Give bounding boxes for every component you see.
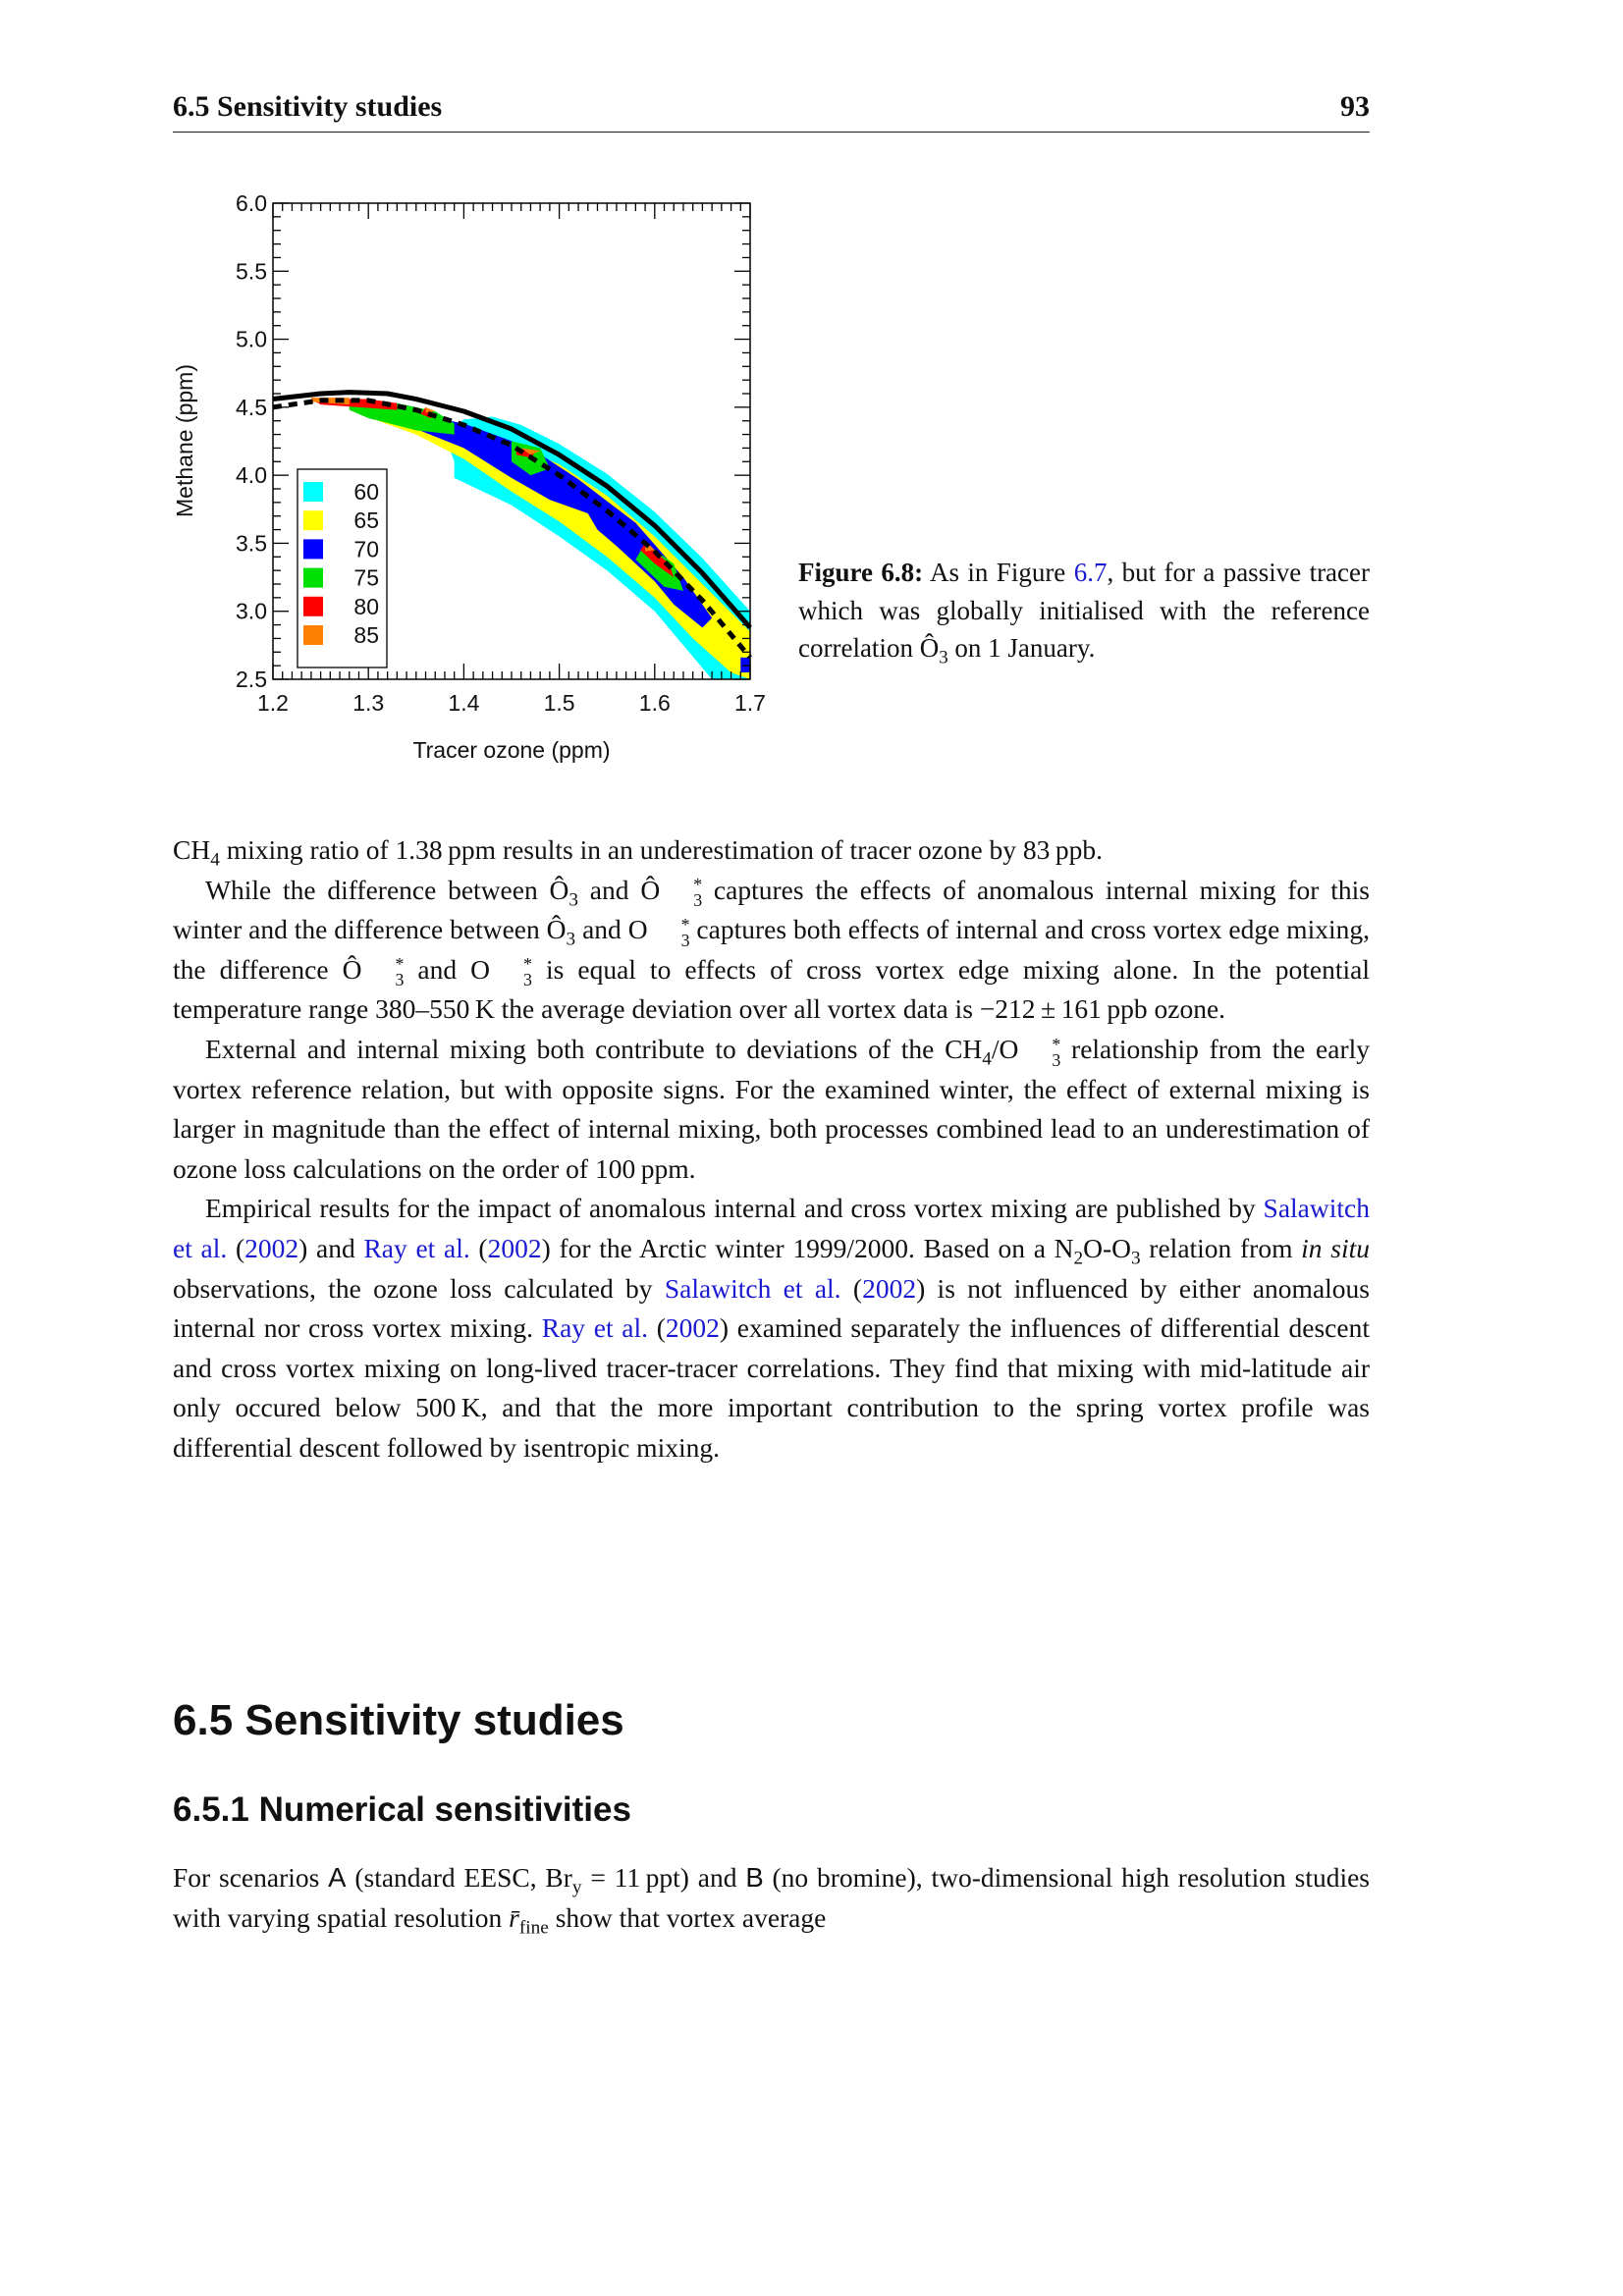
paragraph	[173, 871, 1370, 1030]
region-level-70	[740, 658, 750, 672]
hat-symbol: Ô	[546, 914, 567, 945]
legend-label: 85	[353, 622, 379, 648]
scenario-label: B	[745, 1862, 764, 1893]
citation-link[interactable]: Ray et al.	[363, 1232, 470, 1263]
y-tick-label: 6.0	[236, 190, 267, 216]
legend-label: 75	[353, 564, 379, 591]
text-run: (standard EESC, Br	[346, 1862, 572, 1893]
citation-link[interactable]: Ray et al.	[541, 1312, 649, 1344]
text-run: on 1 January.	[947, 633, 1096, 663]
superscript: *	[395, 954, 405, 975]
citation-link[interactable]: 2002	[244, 1232, 299, 1263]
subsection-heading: 6.5.1 Numerical sensitivities	[173, 1790, 631, 1829]
text-run: is equal to effects of cross vortex edge mixing alone. In the potential temperature range 380–550 K the average deviation over all vortex data is −212 ± 161 ppb ozone.	[173, 953, 1370, 1025]
citation-link[interactable]: 2002	[487, 1232, 542, 1263]
figure-caption	[798, 554, 1370, 667]
text-run: show that vortex average	[548, 1901, 827, 1933]
citation-link[interactable]: 2002	[665, 1312, 720, 1344]
text-run: ) and	[298, 1232, 364, 1263]
figure-6-8-chart	[0, 0, 1623, 785]
text-run: observations, the ozone loss calculated by	[173, 1272, 665, 1304]
hat-symbol: Ô	[342, 953, 362, 985]
section-heading: 6.5 Sensitivity studies	[173, 1696, 624, 1744]
page-number: 93	[1340, 90, 1370, 123]
text-run: /O	[991, 1033, 1019, 1064]
text-run: (	[840, 1272, 863, 1304]
text-run: , but for a passive tracer which was globally initialised with the reference correlation	[798, 558, 1371, 663]
hat-symbol: Ô	[549, 874, 569, 905]
italic-text: in situ	[1301, 1232, 1370, 1263]
superscript: *	[693, 875, 703, 895]
y-tick-label: 3.0	[236, 598, 267, 624]
y-tick-label: 5.5	[236, 258, 267, 285]
text-run: O-O	[1083, 1232, 1131, 1263]
legend-label: 70	[353, 536, 379, 562]
text-run: External and internal mixing both contribute to deviations of the CH	[205, 1033, 983, 1064]
subscript: 2	[1073, 1248, 1084, 1269]
subscript: 3	[566, 929, 576, 950]
y-tick-label: 3.5	[236, 530, 267, 557]
hat-symbol: Ô	[919, 633, 940, 663]
running-header-section: 6.5 Sensitivity studies	[173, 90, 443, 123]
x-axis-label: Tracer ozone (ppm)	[412, 737, 611, 763]
text-run: and O	[575, 914, 648, 945]
x-tick-label: 1.6	[638, 690, 671, 716]
legend-swatch-85	[303, 625, 323, 645]
superscript: *	[523, 954, 532, 975]
text-run: relation from	[1140, 1232, 1302, 1263]
text-run: and	[578, 874, 641, 905]
italic-text: r̄	[509, 1901, 519, 1933]
text-run: As in Figure	[923, 558, 1074, 587]
x-tick-label: 1.7	[734, 690, 766, 716]
subscript: 3	[523, 970, 532, 990]
subscript: 3	[693, 890, 703, 911]
sup-sub	[1019, 1034, 1061, 1070]
text-run: relationship from the early vortex reference relation, but with opposite signs. For the examined winter, the effect of external mixing is larger in magnitude than the effect of internal mixing, both processes combined lead to an underestimation of ozone loss calculations on the order of 100 ppm.	[173, 1033, 1370, 1184]
text-run: Empirical results for the impact of anomalous internal and cross vortex mixing are published by	[205, 1193, 1264, 1224]
subscript: 3	[395, 970, 405, 990]
x-tick-label: 1.2	[257, 690, 289, 716]
text-run: While the difference between	[205, 874, 550, 905]
text-run: = 11 ppt) and	[581, 1862, 746, 1893]
paragraph	[173, 830, 1370, 871]
citation-link[interactable]: Salawitch et al.	[173, 1193, 1370, 1263]
y-tick-label: 2.5	[236, 667, 267, 692]
y-axis-label: Methane (ppm)	[172, 364, 197, 517]
body-text-2	[173, 1858, 1370, 1938]
text-run: ) examined separately the influences of differential descent and cross vortex mixing on long-lived tracer-tracer correlations. They find that mixing with mid-latitude air only occured below 500 K, and that the more important contribution to the spring vortex profile was differential descent followed by isentropic mixing.	[173, 1312, 1370, 1463]
paragraph	[173, 1189, 1370, 1468]
text-run: captures the effects of anomalous internal mixing for this winter and the difference between	[173, 874, 1370, 945]
text-run: mixing ratio of 1.38 ppm results in an underestimation of tracer ozone by 83 ppb.	[219, 834, 1104, 865]
x-tick-label: 1.5	[543, 690, 575, 716]
x-tick-label: 1.4	[448, 690, 480, 716]
text-run: CH	[173, 834, 211, 865]
subscript: 3	[1130, 1248, 1141, 1269]
figure-label: Figure 6.8:	[798, 558, 924, 587]
sup-sub	[649, 914, 690, 950]
sup-sub	[491, 956, 532, 988]
superscript: *	[1052, 1034, 1061, 1054]
legend-label: 60	[353, 479, 379, 505]
subscript: 3	[568, 889, 579, 911]
text-run: (	[648, 1312, 666, 1344]
legend-swatch-70	[303, 539, 323, 559]
subscript: 4	[982, 1048, 992, 1070]
text-run: (	[469, 1232, 488, 1263]
subscript: y	[571, 1877, 582, 1898]
text-run: ) is not influenced by either anomalous internal nor cross vortex mixing.	[173, 1272, 1370, 1344]
legend-swatch-65	[303, 510, 323, 530]
legend-swatch-80	[303, 597, 323, 616]
subscript: 3	[939, 647, 948, 668]
scenario-label: A	[328, 1862, 347, 1893]
subscript: 3	[680, 930, 690, 950]
hat-symbol: Ô	[640, 874, 661, 905]
sup-sub	[362, 956, 404, 988]
citation-link[interactable]: Salawitch et al.	[664, 1272, 841, 1304]
text-run: (no bromine), two-dimensional high resolution studies with varying spatial resolution	[173, 1862, 1371, 1933]
text-run: (	[227, 1232, 245, 1263]
body-text	[173, 830, 1370, 1468]
paragraph	[173, 1030, 1370, 1189]
citation-link[interactable]: 6.7	[1073, 558, 1108, 587]
legend-label: 65	[353, 507, 379, 534]
y-tick-label: 4.0	[236, 462, 267, 489]
subscript: 4	[210, 849, 220, 871]
text-run: ) for the Arctic winter 1999/2000. Based on a N	[541, 1232, 1074, 1263]
subscript: 3	[1052, 1049, 1061, 1070]
y-tick-label: 4.5	[236, 394, 267, 420]
text-run: and O	[404, 953, 491, 985]
y-tick-label: 5.0	[236, 326, 267, 352]
subscript: fine	[518, 1917, 549, 1939]
x-tick-label: 1.3	[352, 690, 385, 716]
legend-swatch-60	[303, 482, 323, 502]
text-run: captures both effects of internal and cross vortex edge mixing, the difference	[173, 914, 1370, 985]
superscript: *	[680, 914, 690, 934]
text-run: For scenarios	[173, 1862, 329, 1893]
sup-sub	[661, 875, 703, 911]
legend-swatch-75	[303, 568, 323, 588]
legend-label: 80	[353, 593, 379, 619]
citation-link[interactable]: 2002	[862, 1272, 917, 1304]
